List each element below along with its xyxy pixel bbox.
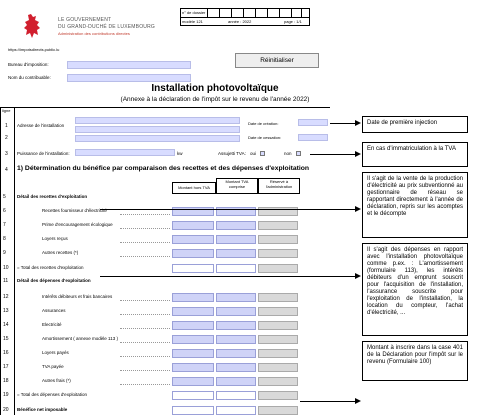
amount-ttc-field[interactable] bbox=[216, 363, 256, 372]
row-num: 5 bbox=[3, 194, 6, 200]
amount-ttc-field[interactable] bbox=[216, 307, 256, 316]
row-label: Recettes fournisseur d'électricité bbox=[42, 208, 107, 213]
amount-ht-field[interactable] bbox=[172, 249, 214, 258]
total-ttc-cell bbox=[216, 264, 256, 273]
address-field-3[interactable] bbox=[75, 135, 240, 142]
row-label: Autres recettes (*) bbox=[42, 250, 79, 255]
row-leader bbox=[120, 214, 170, 215]
row-num: 9 bbox=[3, 250, 6, 256]
admin-reserved-cell bbox=[258, 293, 298, 302]
row-label: Prime d'encouragement écologique bbox=[42, 222, 113, 227]
row-num-3: 3 bbox=[5, 151, 8, 157]
row-label: Electricité bbox=[42, 322, 62, 327]
row-label: = Total des recettes d'exploitation bbox=[17, 265, 84, 270]
amount-ttc-field[interactable] bbox=[216, 249, 256, 258]
col-header-ttc: Montant TVA comprise bbox=[216, 178, 258, 194]
total-ttc-cell bbox=[216, 391, 256, 400]
power-field[interactable] bbox=[75, 149, 175, 156]
arrow-tva bbox=[310, 154, 356, 155]
row-num: 7 bbox=[3, 222, 6, 228]
luxembourg-lion-logo bbox=[22, 13, 44, 39]
ligne-header: ligne bbox=[2, 108, 11, 113]
row-leader bbox=[120, 328, 170, 329]
arrow-creation bbox=[330, 123, 356, 124]
tva-oui-checkbox[interactable] bbox=[260, 151, 265, 156]
admin-reserved-cell bbox=[258, 307, 298, 316]
arrow-profit bbox=[300, 401, 356, 402]
row-label: Détail des dépenses d'exploitation bbox=[17, 278, 91, 283]
admin-reserved-cell bbox=[258, 363, 298, 372]
page-title: Installation photovoltaïque bbox=[151, 83, 279, 94]
row-label: Autres frais (*) bbox=[42, 378, 71, 383]
amount-ttc-field[interactable] bbox=[216, 221, 256, 230]
arrowhead-receipts bbox=[355, 206, 361, 212]
row-label: Détail des recettes d'exploitation bbox=[17, 194, 88, 199]
total-ht-cell bbox=[172, 391, 214, 400]
taxpayer-label: Nom du contribuable: bbox=[8, 75, 51, 80]
row-label: Loyers payés bbox=[42, 350, 69, 355]
row-leader bbox=[120, 228, 170, 229]
row-leader bbox=[120, 370, 170, 371]
row-num-4: 4 bbox=[5, 167, 8, 173]
row-label: Bénéfice net imposable bbox=[17, 407, 68, 412]
amount-ttc-field[interactable] bbox=[216, 293, 256, 302]
year-label: année : 2022 bbox=[228, 19, 252, 24]
dossier-label: n° de dossier bbox=[182, 10, 206, 15]
bureau-field[interactable] bbox=[67, 61, 191, 69]
row-num: 14 bbox=[3, 322, 9, 328]
cessation-date-field[interactable] bbox=[298, 134, 328, 141]
model-label: modèle 121 bbox=[182, 19, 203, 24]
row-label: TVA payée bbox=[42, 364, 64, 369]
amount-ttc-field[interactable] bbox=[216, 349, 256, 358]
admin-reserved-cell bbox=[258, 235, 298, 244]
admin-reserved-cell bbox=[258, 221, 298, 230]
admin-reserved-cell bbox=[258, 391, 298, 400]
address-field-2[interactable] bbox=[75, 126, 240, 133]
col-header-admin: Réservé à l'administration bbox=[258, 178, 300, 194]
row-leader bbox=[120, 300, 170, 301]
admin-reserved-cell bbox=[258, 335, 298, 344]
note-tva: En cas d'immatriculation à la TVA bbox=[362, 142, 468, 167]
row-label: = Total des dépenses d'exploitation bbox=[17, 392, 87, 397]
total-ht-cell bbox=[172, 264, 214, 273]
row-num-2: 2 bbox=[5, 135, 8, 141]
row-label: Assurances bbox=[42, 308, 66, 313]
tva-label: Assujetti TVA: bbox=[218, 151, 246, 156]
gov-line1: LE GOUVERNEMENT bbox=[58, 17, 112, 23]
url-link[interactable]: https://impotsdirects.public.lu bbox=[8, 47, 60, 52]
row-num: 16 bbox=[3, 350, 9, 356]
row-label: Amortissement ( annexe modèle 113 ) bbox=[42, 336, 118, 341]
bureau-label: Bureau d'imposition: bbox=[8, 62, 49, 67]
row-num: 13 bbox=[3, 308, 9, 314]
amount-ttc-field[interactable] bbox=[216, 321, 256, 330]
row-leader bbox=[120, 356, 170, 357]
tva-non-checkbox[interactable] bbox=[296, 151, 301, 156]
admin-reserved-cell bbox=[258, 349, 298, 358]
gov-line3: Administration des contributions directes bbox=[58, 31, 130, 36]
tva-non-label: non bbox=[284, 151, 292, 156]
row-num: 18 bbox=[3, 378, 9, 384]
creation-date-field[interactable] bbox=[298, 119, 328, 126]
note-taxable-profit: Montant à inscrire dans la case 401 de la Déclaration pour l'impôt sur le revenu (Formulaire 100) bbox=[362, 341, 468, 381]
taxpayer-field[interactable] bbox=[67, 74, 191, 82]
row-leader bbox=[120, 256, 170, 257]
arrowhead-profit bbox=[355, 398, 361, 404]
address-field-1[interactable] bbox=[75, 117, 240, 124]
arrowhead-expenses bbox=[355, 273, 361, 279]
row-num: 8 bbox=[3, 236, 6, 242]
admin-reserved-cell bbox=[258, 406, 298, 415]
row-num-1: 1 bbox=[5, 123, 8, 129]
row-num: 15 bbox=[3, 336, 9, 342]
page-subtitle: (Annexe à la déclaration de l'impôt sur le revenu de l'année 2022) bbox=[120, 96, 310, 103]
reset-button[interactable]: Réinitialiser bbox=[235, 53, 319, 68]
page-label: page : 1/1 bbox=[284, 19, 302, 24]
admin-reserved-cell bbox=[258, 249, 298, 258]
row-num: 20 bbox=[3, 407, 9, 413]
admin-reserved-cell bbox=[258, 377, 298, 386]
row-leader bbox=[120, 242, 170, 243]
admin-reserved-cell bbox=[258, 264, 298, 273]
total-ht-cell bbox=[172, 406, 214, 415]
total-ttc-cell bbox=[216, 406, 256, 415]
kw-unit: kw bbox=[177, 151, 183, 156]
gov-line2: DU GRAND-DUCHÉ DE LUXEMBOURG bbox=[58, 24, 155, 30]
amount-ht-field[interactable] bbox=[172, 307, 214, 316]
address-label: Adresse de l'installation bbox=[17, 123, 65, 128]
amount-ht-field[interactable] bbox=[172, 293, 214, 302]
row-leader bbox=[120, 384, 170, 385]
note-expenses: Il s'agit des dépenses en rapport avec l'installation photovoltaïque comme p.ex. : L'amortissement (formulaire 113), les intérêts débiteurs d'un emprunt souscrit pour l'acquisition de l'installation, l'assurance souscrite pour l'exploitation de l'installation, la location du compteur, l'achat d'électricité, ... bbox=[362, 243, 468, 336]
tva-oui-label: oui bbox=[250, 151, 257, 156]
row-label: Loyers reçus bbox=[42, 236, 68, 241]
power-label: Puissance de l'installation: bbox=[17, 151, 70, 156]
amount-ttc-field[interactable] bbox=[216, 377, 256, 386]
row-num: 6 bbox=[3, 208, 6, 214]
col-header-ht: Montant hors TVA bbox=[172, 182, 216, 194]
amount-ht-field[interactable] bbox=[172, 363, 214, 372]
amount-ht-field[interactable] bbox=[172, 349, 214, 358]
arrowhead-creation bbox=[355, 120, 361, 126]
row-num: 17 bbox=[3, 364, 9, 370]
section-title: 1) Détermination du bénéfice par comparaison des recettes et des dépenses d'exploitation bbox=[17, 165, 310, 172]
amount-ttc-field[interactable] bbox=[216, 335, 256, 344]
row-leader bbox=[120, 314, 170, 315]
note-receipts: Il s'agit de la vente de la production d'électricité au prix subventionné au gestionnaire de réseau se rapportant directement à l'année de déclaration, repris sur les acomptes et le décompte bbox=[362, 172, 468, 238]
row-num: 12 bbox=[3, 294, 9, 300]
arrow-receipts bbox=[100, 209, 356, 210]
arrow-expenses bbox=[100, 276, 356, 277]
creation-label: Date de création: bbox=[248, 121, 279, 126]
cessation-label: Date de cessation: bbox=[248, 135, 282, 140]
amount-ht-field[interactable] bbox=[172, 335, 214, 344]
row-num: 11 bbox=[3, 278, 9, 284]
row-label: Intérêts débiteurs et frais bancaires bbox=[42, 294, 113, 299]
dossier-box bbox=[180, 8, 310, 26]
amount-ht-field[interactable] bbox=[172, 377, 214, 386]
admin-reserved-cell bbox=[258, 321, 298, 330]
amount-ht-field[interactable] bbox=[172, 221, 214, 230]
row-num: 19 bbox=[3, 392, 9, 398]
arrowhead-tva bbox=[355, 151, 361, 157]
note-first-injection: Date de première injection bbox=[362, 116, 468, 133]
row-num: 10 bbox=[3, 265, 9, 271]
amount-ht-field[interactable] bbox=[172, 321, 214, 330]
row-leader bbox=[120, 342, 170, 343]
amount-ht-field[interactable] bbox=[172, 235, 214, 244]
amount-ttc-field[interactable] bbox=[216, 235, 256, 244]
